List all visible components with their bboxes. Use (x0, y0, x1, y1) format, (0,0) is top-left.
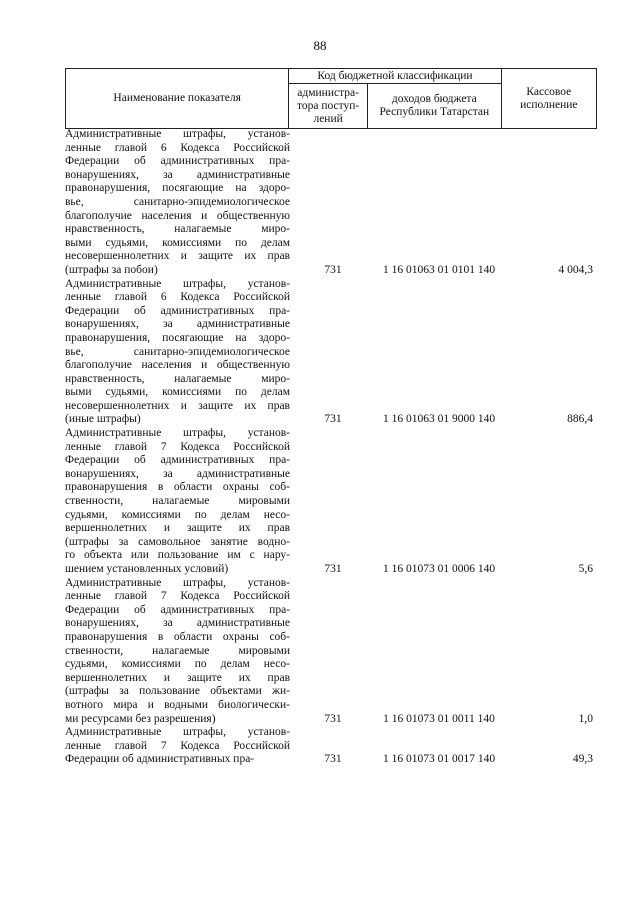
table-header (65, 68, 597, 129)
indicator-name-line: несовершеннолетних и защите их прав (65, 399, 290, 412)
header-budget-line-2: Республики Татарстан (379, 106, 490, 118)
table-row (65, 577, 597, 727)
table-row (65, 278, 597, 428)
budget-code: 1 16 01073 01 0017 140 (382, 753, 496, 766)
indicator-name-line: судьями, комиссиями по делам несо- (65, 658, 290, 671)
table-row (65, 726, 597, 767)
indicator-name-line: вонарушениях, за административные (65, 617, 290, 630)
admin-code: 731 (324, 413, 342, 426)
indicator-name-line: вонарушениях, за административные (65, 168, 290, 181)
execution-value: 5,6 (578, 563, 593, 575)
indicator-name-line: несовершеннолетних и защите их прав (65, 250, 290, 263)
header-execution-column (501, 69, 596, 129)
indicator-name-line: вонарушениях, за административные (65, 467, 290, 480)
indicator-name-line: Федерации об административных пра- (65, 155, 290, 168)
indicator-name-line: ленные главой 6 Кодекса Российской (65, 291, 290, 304)
budget-code: 1 16 01063 01 9000 140 (382, 413, 496, 426)
table-row (65, 427, 597, 577)
indicator-name-line: вье, санитарно-эпидемиологическое (65, 345, 290, 358)
indicator-name-line: вотного мира и водными биологически- (65, 698, 290, 711)
execution-value: 49,3 (572, 753, 593, 766)
header-budget-line-1: доходов бюджета (391, 93, 477, 105)
indicator-name (65, 577, 290, 727)
admin-code: 731 (324, 263, 342, 276)
indicator-name-line: благополучие населения и общественную (65, 209, 290, 222)
indicator-name-line: правонарушения в области охраны соб- (65, 481, 290, 494)
indicator-name-line: вье, санитарно-эпидемиологическое (65, 195, 290, 208)
indicator-name-line: благополучие населения и общественную (65, 359, 290, 372)
indicator-name-line: судьями, комиссиями по делам несо- (65, 508, 290, 521)
budget-code: 1 16 01063 01 0101 140 (382, 263, 496, 276)
header-execution-line-1: Кассовое (526, 85, 572, 98)
indicator-name-line: Федерации об административных пра- (65, 304, 290, 317)
indicator-name-line: нравственность, налагаемые миро- (65, 372, 290, 385)
header-admin-line-3: лений (313, 112, 343, 125)
indicator-name-line: Административные штрафы, установ- (65, 277, 290, 290)
header-name-column: Наименование показателя (66, 69, 289, 129)
indicator-name-line: ственности, налагаемые мировыми (65, 644, 290, 657)
execution-value: 1,0 (578, 712, 593, 725)
indicator-name-line: ленные главой 7 Кодекса Российской (65, 440, 290, 453)
indicator-name-line: Федерации об административных пра- (65, 603, 290, 616)
header-budget-column (367, 84, 501, 129)
indicator-name-line: вершеннолетних и защите их прав (65, 522, 290, 535)
admin-code: 731 (324, 753, 342, 766)
budget-code: 1 16 01073 01 0006 140 (382, 563, 496, 575)
indicator-name-line: вонарушениях, за административные (65, 318, 290, 331)
indicator-name-line: шением установленных условий) (65, 563, 229, 575)
header-execution-line-2: исполнение (520, 98, 578, 111)
budget-code: 1 16 01073 01 0011 140 (383, 712, 495, 725)
indicator-name-line: Административные штрафы, установ- (65, 576, 290, 589)
indicator-name-line: Федерации об административных пра- (65, 454, 290, 467)
indicator-name-line: правонарушения, посягающие на здоро- (65, 331, 290, 344)
table-row (65, 128, 597, 278)
indicator-name-line: вершеннолетних и защите их прав (65, 671, 290, 684)
indicator-name (65, 726, 290, 767)
indicator-name-line: ленные главой 7 Кодекса Российской (65, 590, 290, 603)
indicator-name-line: правонарушения, посягающие на здоро- (65, 182, 290, 195)
table-body (65, 128, 597, 767)
indicator-name (65, 278, 290, 428)
execution-value: 886,4 (567, 413, 593, 426)
indicator-name-line: (штрафы за побои) (65, 263, 158, 276)
header-admin-line-1: администра- (297, 86, 359, 99)
admin-code: 731 (324, 563, 342, 575)
header-admin-line-2: тора поступ- (297, 99, 360, 112)
indicator-name-line: ленные главой 7 Кодекса Российской (65, 739, 290, 752)
indicator-name-line: выми судьями, комиссиями по делам (65, 386, 290, 399)
indicator-name-line: (штрафы за самовольное занятие водно- (65, 535, 290, 548)
execution-value: 4 004,3 (558, 263, 593, 276)
indicator-name-line: правонарушения в области охраны соб- (65, 630, 290, 643)
indicator-name-line: го объекта или пользование им с нару- (65, 549, 290, 562)
indicator-name-line: ленные главой 6 Кодекса Российской (65, 141, 290, 154)
header-code-group: Код бюджетной классификации (289, 69, 501, 84)
page-number: 88 (313, 38, 327, 53)
indicator-name-line: ственности, налагаемые мировыми (65, 495, 290, 508)
indicator-name-line: Административные штрафы, установ- (65, 726, 290, 739)
admin-code: 731 (324, 712, 342, 725)
indicator-name-line: (иные штрафы) (65, 413, 141, 426)
indicator-name-line: выми судьями, комиссиями по делам (65, 236, 290, 249)
indicator-name-line: Административные штрафы, установ- (65, 427, 290, 440)
indicator-name (65, 427, 290, 577)
header-admin-column (289, 84, 368, 129)
indicator-name-line: (штрафы за пользование объектами жи- (65, 685, 290, 698)
indicator-name-line: Административные штрафы, установ- (65, 128, 290, 140)
indicator-name-line: ми ресурсами без разрешения) (65, 712, 216, 725)
indicator-name (65, 128, 290, 278)
indicator-name-line: нравственность, налагаемые миро- (65, 223, 290, 236)
indicator-name-line: Федерации об административных пра- (65, 753, 255, 766)
